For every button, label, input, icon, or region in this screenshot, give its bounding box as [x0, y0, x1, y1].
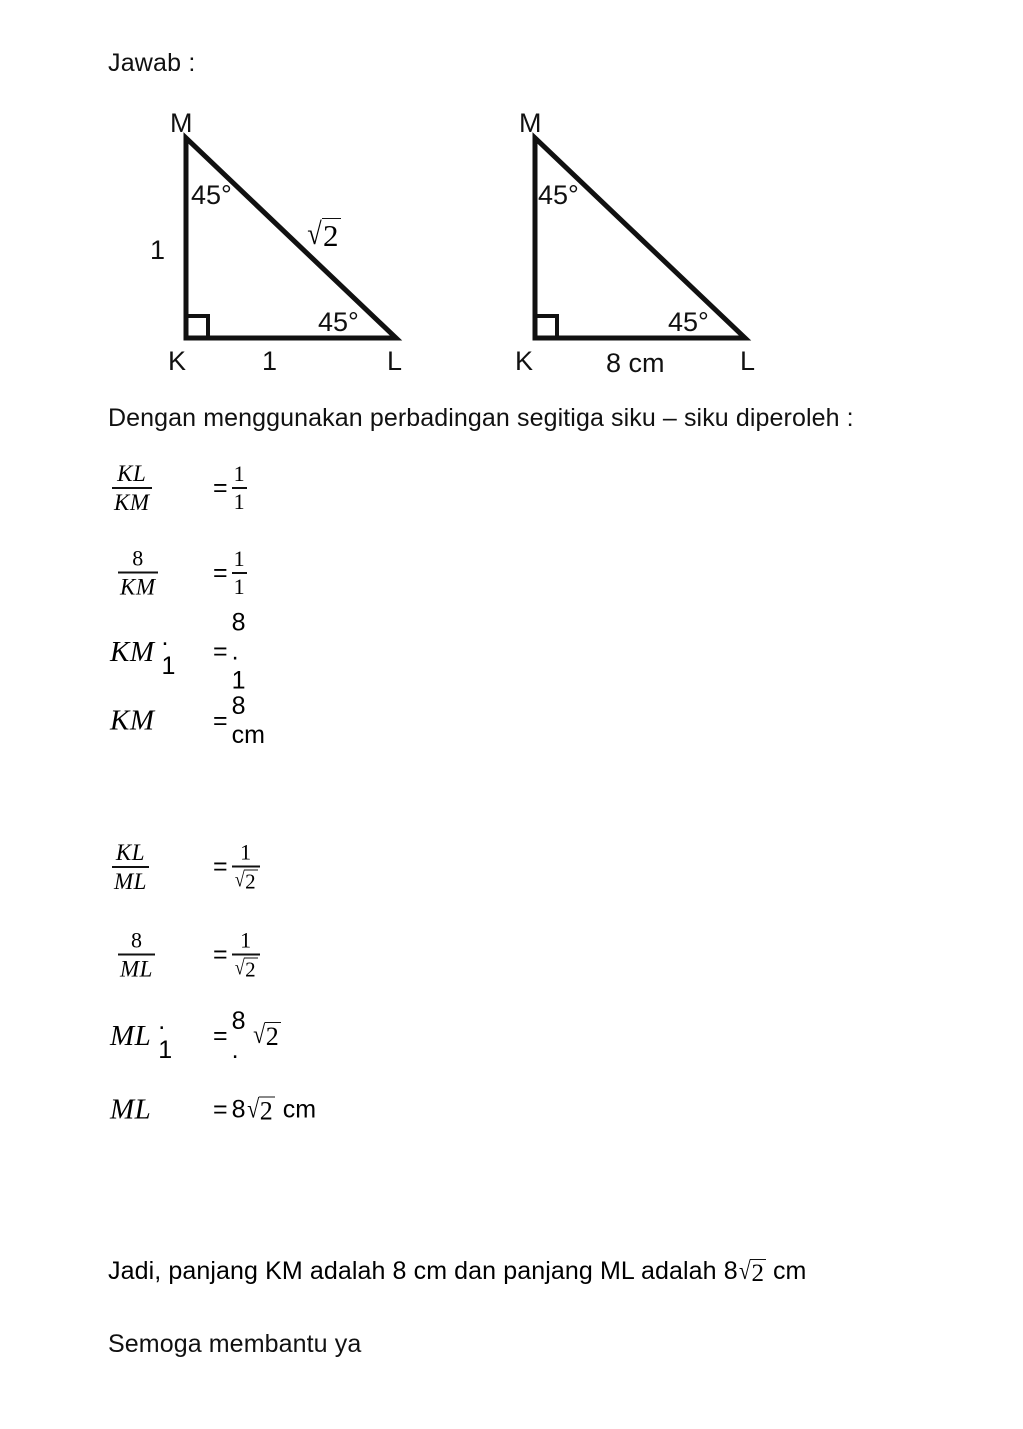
equation-rhs — [213, 1096, 316, 1125]
sqrt-2-term — [738, 1259, 766, 1286]
equals-sign: = — [213, 1095, 228, 1124]
triangle-2-angle-at-l: 45° — [668, 307, 709, 337]
triangle-1-base-label: 1 — [262, 346, 278, 376]
radicand-value: 2 — [259, 1096, 273, 1125]
fraction-numerator: 1 — [240, 927, 252, 953]
fraction-numerator: 8 — [130, 927, 142, 953]
rhs-value: 8 . 1 — [231, 608, 246, 695]
conclusion-prefix: Jadi, panjang KM adalah 8 cm dan panjang ML adalah 8 — [108, 1257, 738, 1285]
fraction-denominator: ML — [114, 869, 147, 894]
radical-sign-icon: √ — [234, 867, 245, 892]
equation-lhs — [110, 705, 155, 738]
closing-line: Semoga membantu ya — [108, 1330, 362, 1358]
lhs-multiplier: . 1 — [158, 1007, 173, 1064]
fraction-bar — [112, 487, 152, 489]
equals-sign: = — [213, 852, 228, 881]
equals-sign: = — [213, 940, 228, 969]
fraction-denominator — [232, 867, 260, 894]
rhs-value: 8 cm — [231, 692, 265, 749]
variable-ml: ML — [110, 1019, 152, 1052]
conclusion-suffix: cm — [772, 1257, 807, 1285]
radicand-value: 2 — [323, 218, 339, 253]
equation-lhs — [112, 841, 149, 893]
equation-lhs — [110, 623, 175, 681]
radicand-value: 2 — [245, 869, 256, 894]
triangle-1-angle-at-l: 45° — [318, 307, 359, 337]
radical-sign-icon: √ — [246, 1094, 259, 1123]
equation-lhs — [110, 1007, 172, 1065]
rhs-prefix: 8 — [231, 1095, 246, 1124]
equation-rhs — [213, 609, 246, 696]
fraction-numerator: 1 — [233, 461, 245, 486]
triangle-2-vertex-m: M — [519, 108, 542, 138]
fraction-one-over-one — [232, 463, 247, 513]
equals-sign: = — [213, 706, 228, 735]
variable-km: KM — [110, 635, 155, 668]
triangle-2-angle-at-m: 45° — [538, 180, 579, 210]
equation-lhs — [118, 545, 158, 600]
triangle-2-vertex-k: K — [515, 346, 534, 376]
equals-sign: = — [213, 1021, 228, 1050]
equation-rhs — [213, 463, 247, 513]
fraction-numerator: KL — [115, 840, 146, 865]
radicand-value: 2 — [751, 1260, 764, 1287]
variable-km: KM — [110, 704, 155, 737]
triangle-2-vertex-l: L — [740, 346, 756, 376]
equation-lhs — [118, 927, 155, 982]
sqrt-2-term — [252, 1022, 281, 1050]
equals-sign: = — [213, 637, 228, 666]
fraction-denominator: ML — [120, 956, 153, 982]
triangle-1-vertex-k: K — [168, 346, 187, 376]
right-angle-marker-2 — [535, 316, 557, 338]
fraction-8-over-km — [118, 545, 158, 600]
rhs-prefix: 8 . — [231, 1007, 246, 1064]
fraction-denominator: KM — [114, 490, 150, 515]
equals-sign: = — [213, 473, 228, 502]
radical-sign-icon: √ — [307, 216, 322, 251]
radical-sign-icon: √ — [234, 955, 245, 980]
equation-rhs — [213, 839, 260, 894]
fraction-numerator: 1 — [240, 839, 252, 865]
fraction-numerator: KL — [117, 461, 147, 486]
triangle-1-vertex-m: M — [170, 108, 193, 138]
fraction-one-over-sqrt2 — [232, 839, 260, 894]
radical-sign-icon: √ — [738, 1258, 751, 1285]
answer-heading: Jawab : — [108, 49, 196, 77]
equation-rhs — [213, 927, 260, 982]
rhs-unit: cm — [282, 1095, 317, 1124]
triangle-1-vertex-l: L — [387, 346, 403, 376]
fraction-numerator: 8 — [132, 545, 144, 571]
radical-sign-icon: √ — [252, 1020, 265, 1049]
fraction-kl-over-km — [112, 462, 152, 514]
variable-ml: ML — [110, 1093, 152, 1126]
fraction-denominator: 1 — [233, 489, 245, 514]
fraction-one-over-one — [232, 548, 247, 598]
intro-line: Dengan menggunakan perbadingan segitiga siku – siku diperoleh : — [108, 404, 854, 432]
fraction-8-over-ml — [118, 927, 155, 982]
fraction-denominator: 1 — [233, 574, 245, 599]
equation-lhs — [112, 462, 152, 514]
figure-scaled-triangle — [0, 0, 820, 390]
fraction-kl-over-ml — [112, 841, 149, 893]
triangle-2-outline — [535, 138, 745, 338]
fraction-bar — [118, 954, 155, 956]
radicand-value: 2 — [265, 1022, 279, 1051]
equation-rhs — [213, 692, 265, 750]
lhs-multiplier: . 1 — [161, 623, 176, 680]
triangle-1-angle-at-m: 45° — [191, 180, 232, 210]
fraction-bar — [118, 572, 158, 574]
conclusion-line — [108, 1257, 806, 1286]
fraction-denominator — [232, 955, 260, 982]
fraction-one-over-sqrt2 — [232, 927, 260, 982]
fraction-numerator: 1 — [233, 546, 245, 571]
fraction-bar — [112, 866, 149, 868]
triangle-1-vertical-side-label: 1 — [150, 235, 166, 265]
equation-rhs — [213, 548, 247, 598]
equation-lhs — [110, 1094, 151, 1127]
sqrt-2-term — [246, 1096, 275, 1124]
equals-sign: = — [213, 558, 228, 587]
triangle-2-base-label: 8 cm — [606, 348, 665, 378]
fraction-denominator: KM — [120, 574, 156, 600]
radicand-value: 2 — [245, 957, 256, 982]
equation-rhs — [213, 1007, 281, 1065]
